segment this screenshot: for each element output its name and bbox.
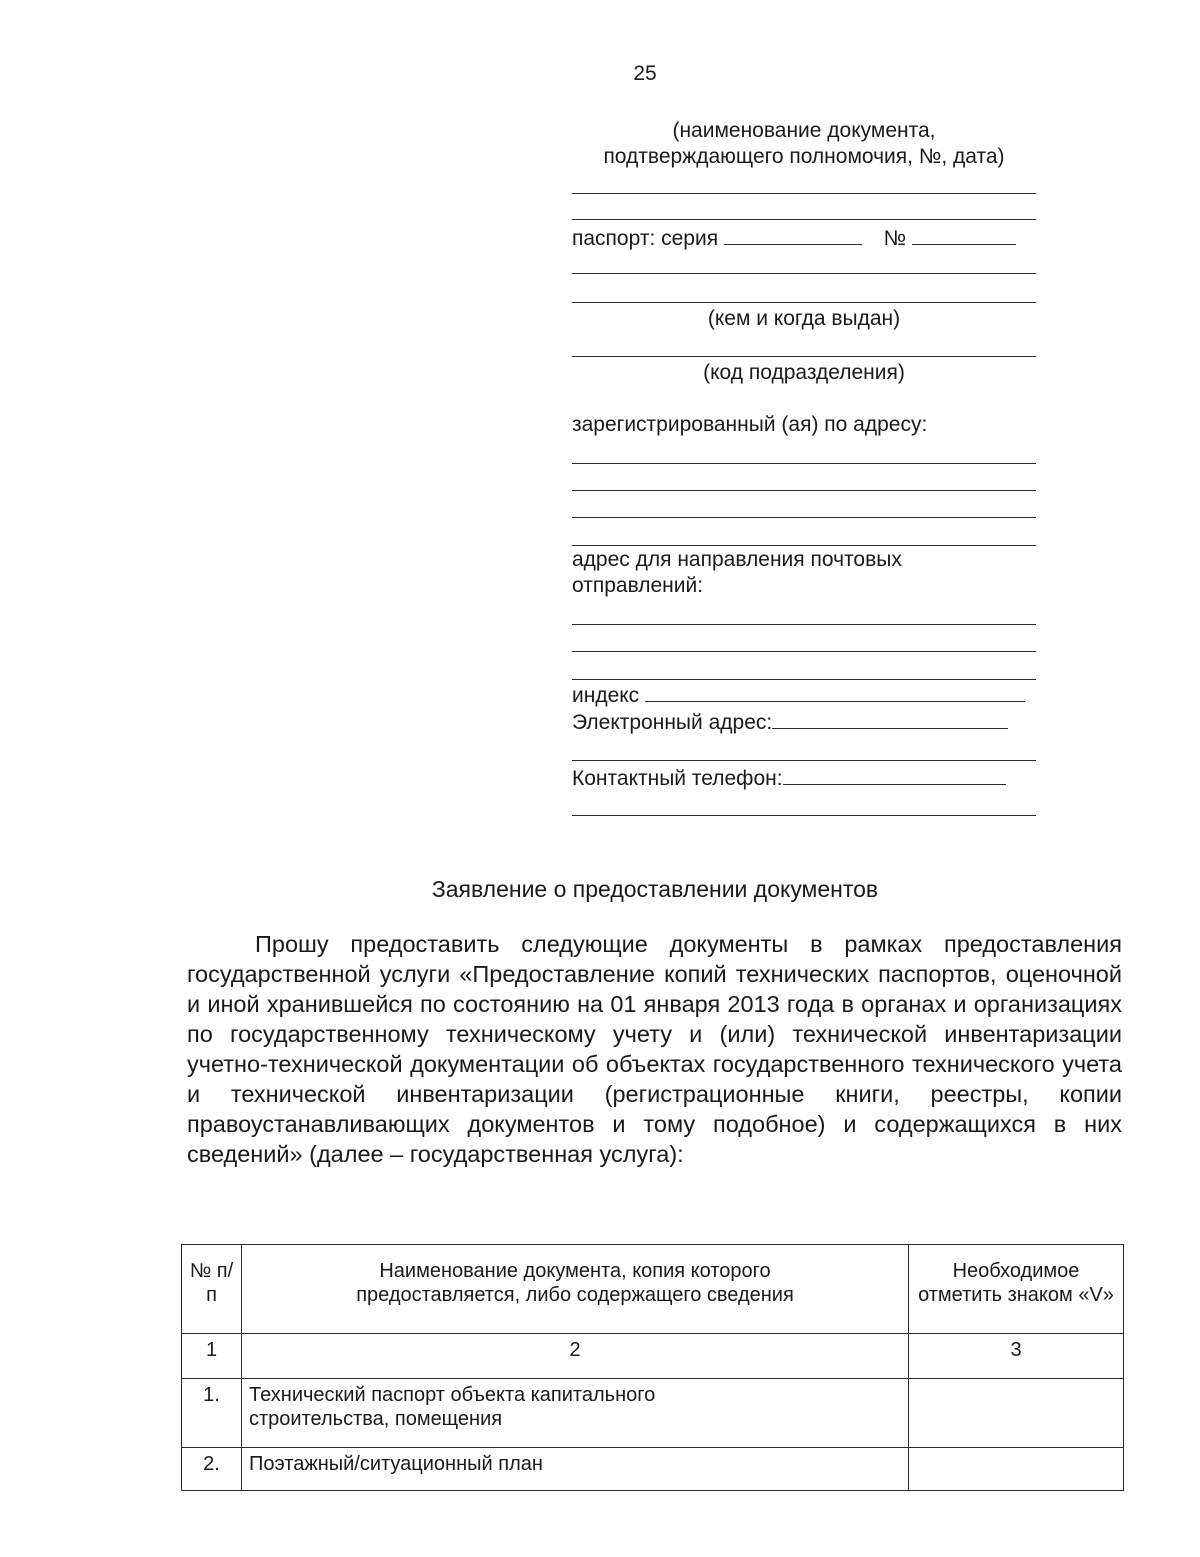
- table-numbering-row: [182, 1334, 1124, 1379]
- postal-address-label-line1: адрес для направления почтовых: [572, 548, 902, 571]
- table-row: [182, 1379, 1124, 1448]
- division-caption: (код подразделения): [703, 361, 905, 384]
- row-document-name: Поэтажный/ситуационный план: [242, 1448, 909, 1491]
- blank-line[interactable]: [572, 815, 1036, 816]
- table-header-row: [182, 1245, 1124, 1334]
- numbering-cell: 1: [182, 1334, 242, 1379]
- blank-line[interactable]: [572, 679, 1036, 680]
- header-number: № п/п: [182, 1245, 242, 1334]
- statement-title: Заявление о предоставлении документов: [431, 876, 879, 902]
- index-field[interactable]: [645, 681, 1025, 702]
- passport-number-label: №: [883, 227, 907, 250]
- row-number: 2.: [182, 1448, 242, 1491]
- blank-line[interactable]: [572, 219, 1036, 220]
- blank-line[interactable]: [572, 624, 1036, 625]
- postal-address-label-line2: отправлений:: [572, 574, 704, 597]
- blank-line[interactable]: [572, 302, 1036, 303]
- index-label: индекс: [572, 684, 640, 707]
- header-document-name: Наименование документа, копия которого предоставляется, либо содержащего сведения: [242, 1245, 909, 1334]
- blank-line[interactable]: [572, 193, 1036, 194]
- page-number: 25: [633, 62, 657, 85]
- statement-body-text: предоставить следующие документы в рамках предоставления государственной услуги «Предоставление копий технических паспортов, оценочной и иной хранившейся по состоянию на 01 января 2013 года в органах и организациях по государственному техническому учету и (или) технической инвентаризации учетно-технической документации об объектах государственного технического учета и технической инвентаризации (регистрационные книги, реестры, копии правоустанавливающих документов и тому подобное) и содержащихся в них сведений» (далее – государственная услуга):: [187, 931, 1122, 1167]
- row-mark-cell[interactable]: [909, 1379, 1124, 1448]
- postal-address-label: [572, 547, 1036, 599]
- blank-line[interactable]: [572, 356, 1036, 357]
- passport-row: [572, 224, 1036, 252]
- header-mark: Необходимое отметить знаком «V»: [909, 1245, 1124, 1334]
- row-document-name: Технический паспорт объекта капитального строительства, помещения: [242, 1379, 909, 1448]
- table-row: [182, 1448, 1124, 1491]
- passport-number-field[interactable]: [912, 224, 1016, 245]
- registered-address-label: зарегистрированный (ая) по адресу:: [572, 413, 928, 436]
- phone-label: Контактный телефон:: [572, 767, 783, 790]
- blank-line[interactable]: [572, 273, 1036, 274]
- numbering-cell: 2: [242, 1334, 909, 1379]
- email-row: [572, 708, 1036, 736]
- statement-body: [187, 929, 1122, 1169]
- passport-series-label: паспорт: серия: [572, 227, 719, 250]
- blank-line[interactable]: [572, 545, 1036, 546]
- passport-series-field[interactable]: [724, 224, 862, 245]
- email-label: Электронный адрес:: [572, 711, 773, 734]
- numbering-cell: 3: [909, 1334, 1124, 1379]
- blank-line[interactable]: [572, 490, 1036, 491]
- documents-table: [181, 1244, 1124, 1491]
- phone-field[interactable]: [783, 764, 1006, 785]
- blank-line[interactable]: [572, 651, 1036, 652]
- row-number: 1.: [182, 1379, 242, 1448]
- email-field[interactable]: [772, 708, 1008, 729]
- statement-body-first-word: Прошу: [255, 931, 329, 957]
- phone-row: [572, 764, 1036, 792]
- document-caption: [572, 118, 1036, 170]
- blank-line[interactable]: [572, 517, 1036, 518]
- document-caption-line1: (наименование документа,: [672, 119, 936, 142]
- blank-line[interactable]: [572, 760, 1036, 761]
- issued-caption: (кем и когда выдан): [707, 307, 901, 330]
- index-row: [572, 681, 1036, 709]
- document-caption-line2: подтверждающего полномочия, №, дата): [603, 145, 1005, 168]
- row-mark-cell[interactable]: [909, 1448, 1124, 1491]
- blank-line[interactable]: [572, 463, 1036, 464]
